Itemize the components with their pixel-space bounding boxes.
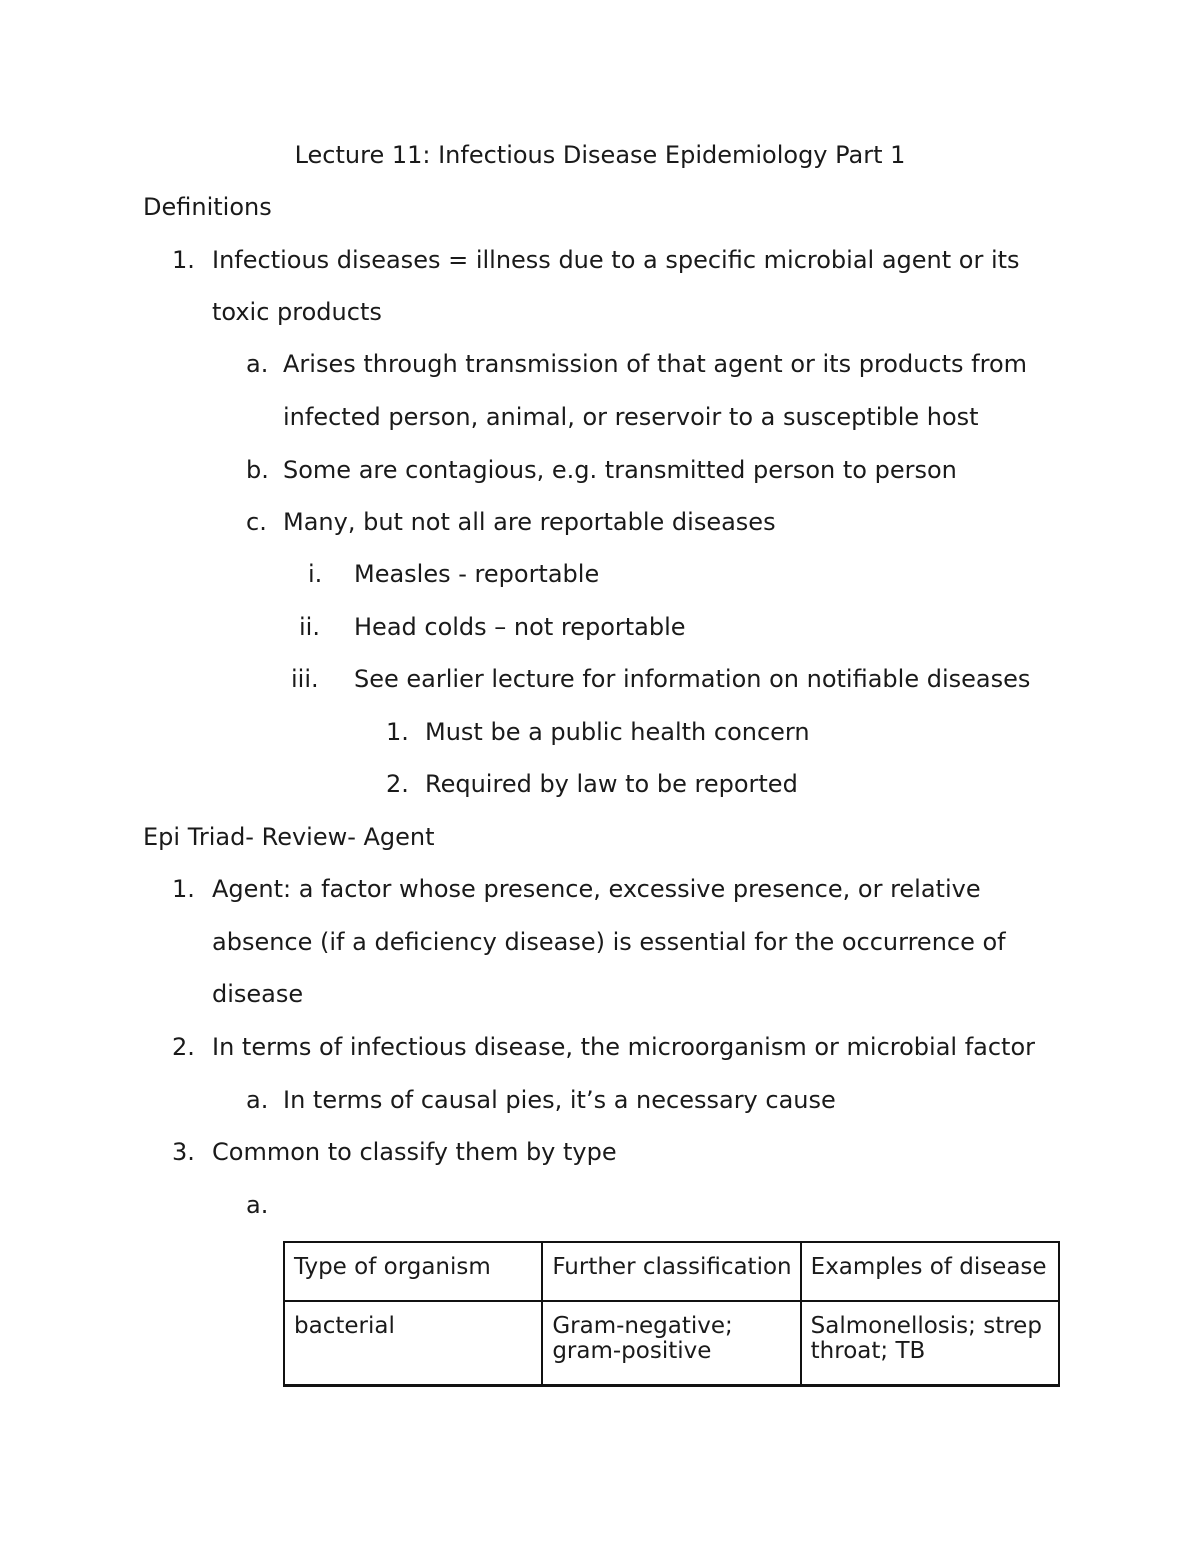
section-heading-definitions: Definitions xyxy=(143,193,272,221)
list-marker: 1. xyxy=(386,718,409,746)
table-header-cell: Further classification xyxy=(542,1242,800,1301)
table-cell: Salmonellosis; strep throat; TB xyxy=(801,1301,1059,1386)
list-marker: 1. xyxy=(172,246,195,274)
table-cell: Gram-negative; gram-positive xyxy=(542,1301,800,1386)
list-marker: a. xyxy=(246,350,269,378)
list-marker: a. xyxy=(246,1191,269,1219)
list-item-text: infected person, animal, or reservoir to a susceptible host xyxy=(283,403,979,431)
list-item-text: See earlier lecture for information on notifiable diseases xyxy=(354,665,1031,693)
list-marker: 2. xyxy=(172,1033,195,1061)
list-marker: iii. xyxy=(291,665,319,693)
page-title: Lecture 11: Infectious Disease Epidemiology Part 1 xyxy=(294,141,906,169)
list-marker: i. xyxy=(308,560,323,588)
organism-type-table xyxy=(283,1241,1060,1387)
list-item-text: Measles - reportable xyxy=(354,560,600,588)
list-item-text: Many, but not all are reportable diseases xyxy=(283,508,776,536)
list-item-text: Must be a public health concern xyxy=(425,718,810,746)
table-row xyxy=(284,1301,1059,1386)
list-marker: 1. xyxy=(172,875,195,903)
list-marker: a. xyxy=(246,1086,269,1114)
list-item-text: Agent: a factor whose presence, excessive presence, or relative xyxy=(212,875,981,903)
list-item-text: Head colds – not reportable xyxy=(354,613,686,641)
list-item-text: Required by law to be reported xyxy=(425,770,798,798)
section-heading-epi-triad: Epi Triad- Review- Agent xyxy=(143,823,435,851)
list-marker: 2. xyxy=(386,770,409,798)
table-cell: bacterial xyxy=(284,1301,542,1386)
list-marker: 3. xyxy=(172,1138,195,1166)
list-item-text: disease xyxy=(212,980,304,1008)
table-header-cell: Examples of disease xyxy=(801,1242,1059,1301)
list-marker: c. xyxy=(246,508,267,536)
list-item-text: toxic products xyxy=(212,298,382,326)
list-item-text: In terms of infectious disease, the microorganism or microbial factor xyxy=(212,1033,1036,1061)
list-marker: ii. xyxy=(299,613,320,641)
list-item-text: Arises through transmission of that agent or its products from xyxy=(283,350,1027,378)
list-item-text: In terms of causal pies, it’s a necessary cause xyxy=(283,1086,836,1114)
list-marker: b. xyxy=(246,456,269,484)
list-item-text: absence (if a deficiency disease) is essential for the occurrence of xyxy=(212,928,1006,956)
list-item-text: Infectious diseases = illness due to a specific microbial agent or its xyxy=(212,246,1020,274)
list-item-text: Common to classify them by type xyxy=(212,1138,617,1166)
table-header-cell: Type of organism xyxy=(284,1242,542,1301)
table-header-row xyxy=(284,1242,1059,1301)
list-item-text: Some are contagious, e.g. transmitted person to person xyxy=(283,456,957,484)
